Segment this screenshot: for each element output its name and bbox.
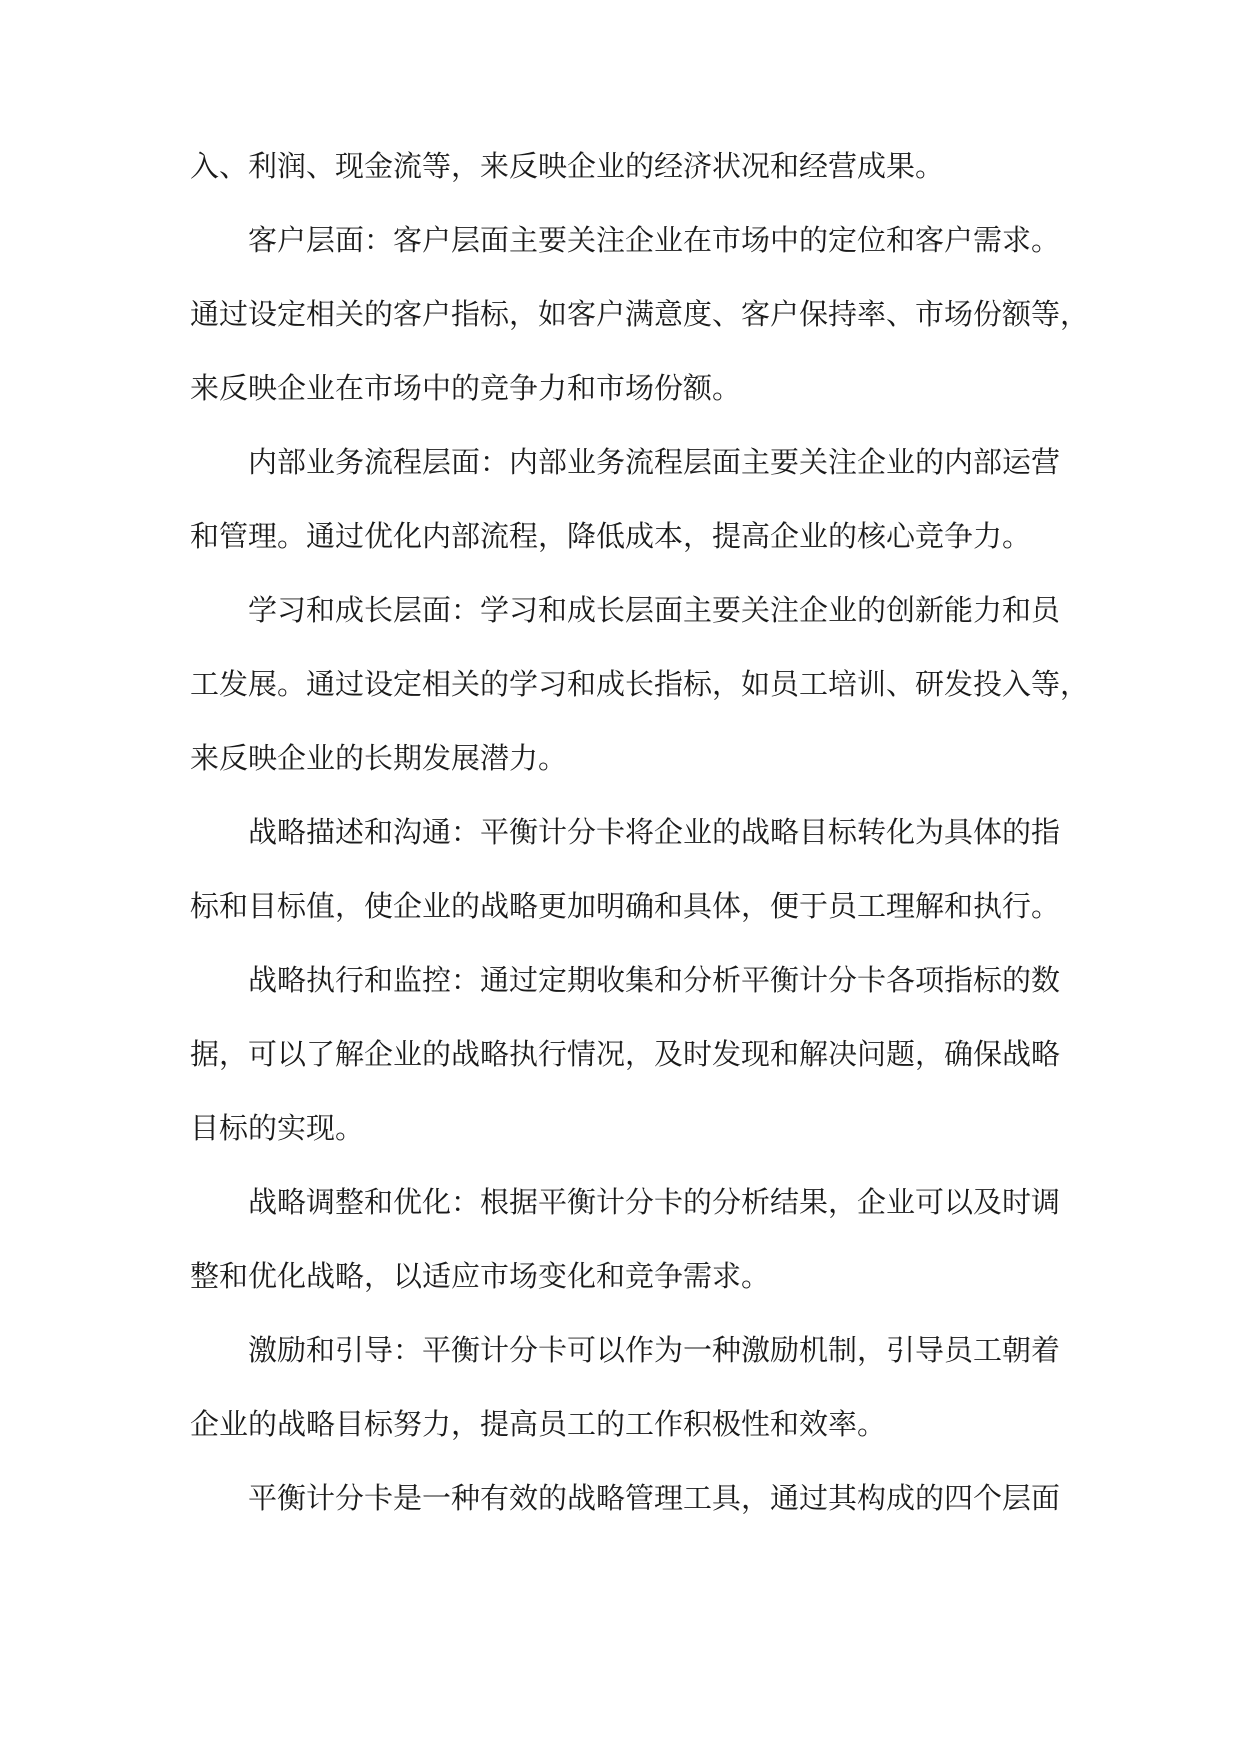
text-line: 客户层面：客户层面主要关注企业在市场中的定位和客户需求。 xyxy=(248,223,1061,257)
text-line: 激励和引导：平衡计分卡可以作为一种激励机制，引导员工朝着 xyxy=(248,1333,1061,1367)
text-line: 战略描述和沟通：平衡计分卡将企业的战略目标转化为具体的指 xyxy=(248,815,1061,849)
text-line: 和管理。通过优化内部流程，降低成本，提高企业的核心竞争力。 xyxy=(190,519,1032,553)
text-line: 战略调整和优化：根据平衡计分卡的分析结果，企业可以及时调 xyxy=(248,1185,1061,1219)
text-line: 来反映企业在市场中的竞争力和市场份额。 xyxy=(190,371,742,405)
text-line: 内部业务流程层面：内部业务流程层面主要关注企业的内部运营 xyxy=(248,445,1061,479)
text-line: 据，可以了解企业的战略执行情况，及时发现和解决问题，确保战略 xyxy=(190,1037,1061,1071)
text-line: 战略执行和监控：通过定期收集和分析平衡计分卡各项指标的数 xyxy=(248,963,1061,997)
text-line: 学习和成长层面：学习和成长层面主要关注企业的创新能力和员 xyxy=(248,593,1061,627)
text-line: 平衡计分卡是一种有效的战略管理工具，通过其构成的四个层面 xyxy=(248,1481,1061,1515)
text-line: 整和优化战略，以适应市场变化和竞争需求。 xyxy=(190,1259,771,1293)
text-line: 来反映企业的长期发展潜力。 xyxy=(190,741,568,775)
text-line: 工发展。通过设定相关的学习和成长指标，如员工培训、研发投入等， xyxy=(190,667,1090,701)
text-line: 通过设定相关的客户指标，如客户满意度、客户保持率、市场份额等， xyxy=(190,297,1090,331)
text-line: 企业的战略目标努力，提高员工的工作积极性和效率。 xyxy=(190,1407,887,1441)
text-line: 目标的实现。 xyxy=(190,1111,365,1145)
text-line: 入、利润、现金流等，来反映企业的经济状况和经营成果。 xyxy=(190,149,945,183)
text-line: 标和目标值，使企业的战略更加明确和具体，便于员工理解和执行。 xyxy=(190,889,1061,923)
